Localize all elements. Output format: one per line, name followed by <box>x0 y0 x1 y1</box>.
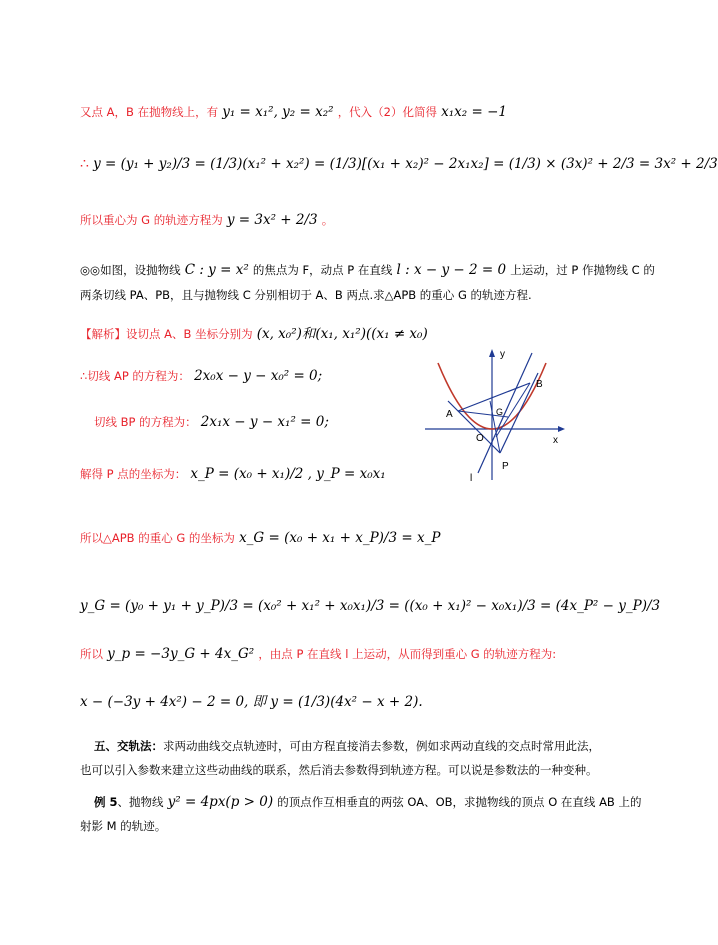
formula: 2x₀x − y − x₀² = 0; <box>194 368 323 384</box>
text-red: 解得 P 点的坐标为： <box>80 467 187 481</box>
problem-text: 上运动，过 P 作抛物线 C 的 <box>510 263 655 277</box>
example-text: 的顶点作互相垂直的两弦 OA、OB，求抛物线的顶点 O 在直线 AB 上的 <box>277 795 642 809</box>
solution-tag: 【解析】 <box>80 327 126 341</box>
example5-line-1 <box>94 794 641 810</box>
point-b-label: B <box>536 379 543 390</box>
point-g-label: G <box>496 407 504 417</box>
centroid-y-derivation <box>80 156 718 172</box>
problem-line-1 <box>80 262 655 278</box>
formula: l : x − y − 2 = 0 <box>396 262 507 278</box>
text-red: ，代入（2）化简得 <box>337 105 438 119</box>
section-text: 求两动曲线交点轨迹时，可由方程直接消去参数，例如求两动直线的交点时常用此法， <box>163 739 600 753</box>
segment-ab <box>458 383 530 411</box>
text-red: 设切点 A、B 坐标分别为 <box>126 327 253 341</box>
tangent-bp <box>94 414 329 430</box>
y-axis-arrow <box>489 349 495 357</box>
formula: y₁ = x₁², y₂ = x₂² <box>222 104 334 120</box>
formula: C : y = x² <box>184 262 249 278</box>
axis-y-label: y <box>500 349 505 360</box>
centroid-y <box>80 598 660 614</box>
problem-line-2 <box>80 287 532 303</box>
line-l <box>478 353 532 473</box>
section5-line-2 <box>80 762 598 778</box>
line-l-label: l <box>470 473 473 484</box>
text-red: 切线 BP 的方程为： <box>94 415 197 429</box>
example-text: 射影 M 的轨迹。 <box>80 819 167 833</box>
problem-text: 如图，设抛物线 <box>100 263 181 277</box>
final-equation <box>80 690 423 710</box>
problem-text: 两条切线 PA、PB，且与抛物线 C 分别相切于 A、B 两点.求△APB 的重心 G 的轨迹方程. <box>80 288 532 302</box>
result-line-1 <box>80 104 507 120</box>
section-text: 也可以引入参数来建立这些动曲线的联系，然后消去参数得到轨迹方程。可以说是参数法的一种变种。 <box>80 763 598 777</box>
formula: y² = 4px(p > 0) <box>167 794 274 810</box>
solution-intro <box>80 322 428 342</box>
text-red: 。 <box>321 213 334 227</box>
text-red: ，由点 P 在直线 l 上运动，从而得到重心 G 的轨迹方程为: <box>258 647 557 661</box>
problem-text: 的焦点为 F，动点 P 在直线 <box>252 263 393 277</box>
therefore-symbol: ∴ <box>80 156 89 172</box>
text-red: ∴切线 AP 的方程为： <box>80 369 190 383</box>
formula: x − (−3y + 4x²) − 2 = 0, 即 y = (1/3)(4x² − x + 2). <box>80 694 423 710</box>
formula: y = 3x² + 2/3 <box>226 212 318 228</box>
parabola-figure <box>420 345 570 485</box>
formula: 2x₁x − y − x₁² = 0; <box>200 414 329 430</box>
trajectory-result <box>80 212 333 228</box>
text-red: 所以△APB 的重心 G 的坐标为 <box>80 531 235 545</box>
text-red: 又点 A，B 在抛物线上，有 <box>80 105 219 119</box>
formula: x₁x₂ = −1 <box>441 104 508 120</box>
example-text: 、抛物线 <box>117 795 164 809</box>
formula: x_G = (x₀ + x₁ + x_P)/3 = x_P <box>239 530 441 546</box>
point-o-label: O <box>476 433 484 444</box>
formula: y_G = (y₀ + y₁ + y_P)/3 = (x₀² + x₁² + x₀x₁)/3 = ((x₀ + x₁)² − x₀x₁)/3 = (4x_P² − y_P)/3 <box>80 598 661 614</box>
point-p-label: P <box>502 461 509 472</box>
tangent-pb <box>500 373 538 453</box>
example5-line-2 <box>80 818 166 834</box>
formula: y = (y₁ + y₂)/3 = (1/3)(x₁² + x₂²) = (1/3)[(x₁ + x₂)² − 2x₁x₂] = (1/3) × (3x)² + 2/3 = 3x² + 2/3 <box>93 156 718 172</box>
formula: y_p = −3y_G + 4x_G² <box>107 646 255 662</box>
point-p-coords <box>80 466 386 482</box>
tangent-ap <box>80 368 322 384</box>
text-red: 所以重心为 G 的轨迹方程为 <box>80 213 223 227</box>
point-a-label: A <box>446 409 453 420</box>
problem-marker: ◎◎ <box>80 263 101 277</box>
x-axis-arrow <box>558 426 565 432</box>
formula: x_P = (x₀ + x₁)/2 , y_P = x₀x₁ <box>190 466 386 482</box>
axis-x-label: x <box>553 435 558 446</box>
yp-relation <box>80 646 556 662</box>
section-heading: 五、交轨法： <box>94 739 163 753</box>
example-label: 例 5 <box>94 795 118 809</box>
section5-line-1 <box>94 738 600 754</box>
centroid-x <box>80 530 440 546</box>
formula: (x, x₀²)和(x₁, x₁²)((x₁ ≠ x₀) <box>256 326 428 342</box>
text-red: 所以 <box>80 647 103 661</box>
